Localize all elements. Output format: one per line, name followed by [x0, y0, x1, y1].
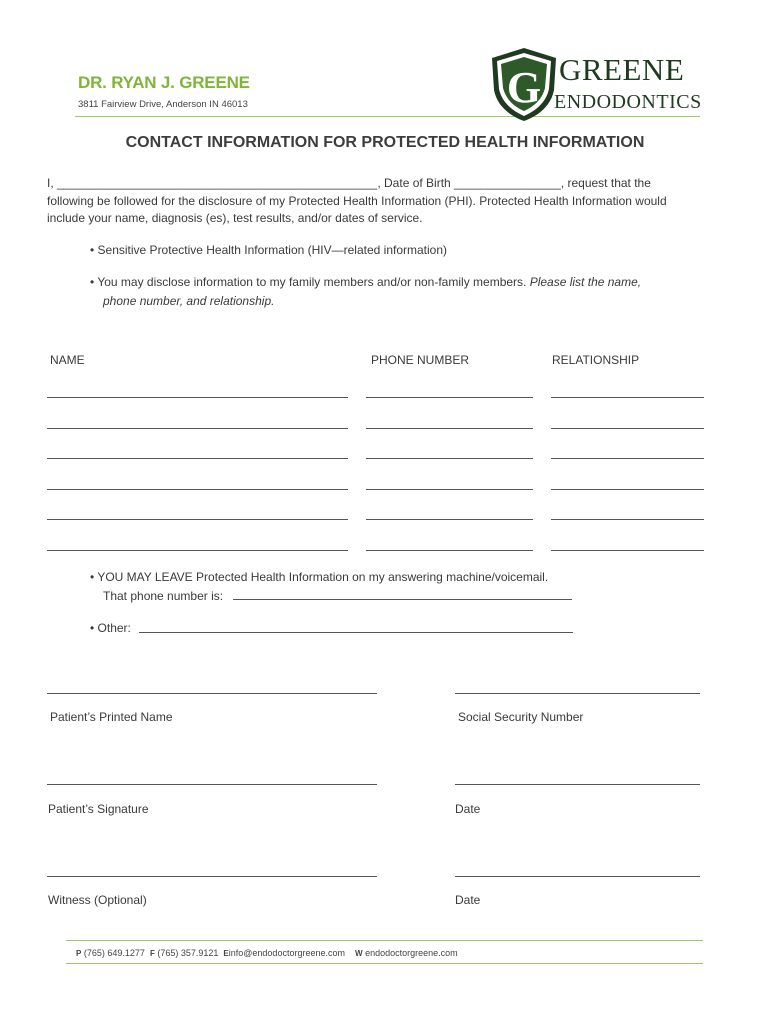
column-header-phone: PHONE NUMBER [371, 353, 470, 367]
bullet-disclose-instruction-2: phone number, and relationship. [103, 294, 275, 308]
printed-name-field[interactable] [47, 693, 377, 694]
witness-date-label: Date [455, 893, 481, 907]
ssn-label: Social Security Number [458, 710, 584, 724]
witness-label: Witness (Optional) [48, 893, 147, 907]
phone-label: P [76, 949, 82, 958]
logo-subtitle: ENDODONTICS [554, 91, 702, 113]
table-relationship-field[interactable] [551, 550, 704, 551]
footer-email[interactable]: info@endodoctorgreene.com [228, 948, 345, 958]
signature-date-field[interactable] [455, 784, 700, 785]
ssn-field[interactable] [455, 693, 700, 694]
signature-label: Patient’s Signature [48, 802, 149, 816]
printed-name-label: Patient’s Printed Name [50, 710, 173, 724]
footer-contact [76, 948, 458, 958]
bullet-disclose-family [90, 273, 641, 291]
doctor-name: DR. RYAN J. GREENE [78, 73, 250, 92]
table-name-field[interactable] [47, 550, 348, 551]
table-relationship-field[interactable] [551, 428, 704, 429]
email-label: E [223, 949, 229, 958]
bullet-disclose-instruction: Please list the name, [529, 275, 642, 289]
practice-address: 3811 Fairview Drive, Anderson IN 46013 [78, 99, 248, 110]
footer-divider-top [66, 940, 703, 941]
shield-logo-icon [488, 46, 560, 122]
table-relationship-field[interactable] [551, 397, 704, 398]
web-label: W [355, 949, 363, 958]
intro-paragraph [47, 175, 712, 228]
signature-field[interactable] [47, 784, 377, 785]
witness-date-field[interactable] [455, 876, 700, 877]
table-phone-field[interactable] [366, 489, 533, 490]
table-relationship-field[interactable] [551, 458, 704, 459]
footer-phone: (765) 649.1277 [83, 948, 145, 958]
other-field[interactable] [139, 632, 573, 633]
table-phone-field[interactable] [366, 428, 533, 429]
logo-wordmark: GREENE [559, 52, 685, 87]
intro-line-2: following be followed for the disclosure of my Protected Health Information (PHI). Protected Health Information would [47, 193, 667, 208]
table-phone-field[interactable] [366, 458, 533, 459]
bullet-disclose-text: • You may disclose information to my family members and/or non-family members. [90, 275, 530, 289]
table-name-field[interactable] [47, 397, 348, 398]
footer-fax: (765) 357.9121 [157, 948, 219, 958]
voicemail-phone-label: That phone number is: [103, 589, 224, 603]
table-name-field[interactable] [47, 458, 348, 459]
column-header-relationship: RELATIONSHIP [552, 353, 640, 367]
bullet-sensitive-info: • Sensitive Protective Health Information (HIV—related information) [90, 243, 448, 257]
witness-field[interactable] [47, 876, 377, 877]
bullet-voicemail: • YOU MAY LEAVE Protected Health Information on my answering machine/voicemail. [90, 570, 549, 584]
table-relationship-field[interactable] [551, 519, 704, 520]
table-phone-field[interactable] [366, 550, 533, 551]
page-title: CONTACT INFORMATION FOR PROTECTED HEALTH INFORMATION [125, 134, 645, 151]
table-name-field[interactable] [47, 519, 348, 520]
footer-divider-bottom [66, 963, 703, 964]
table-name-field[interactable] [47, 428, 348, 429]
logo-letter: G [506, 63, 542, 112]
table-relationship-field[interactable] [551, 489, 704, 490]
bullet-other: • Other: [90, 621, 131, 635]
table-phone-field[interactable] [366, 397, 533, 398]
greene-endodontics-logo [488, 46, 703, 122]
intro-line-1: I, ________________________________________________, Date of Birth ________________, request that the [47, 176, 651, 190]
signature-date-label: Date [455, 802, 481, 816]
table-phone-field[interactable] [366, 519, 533, 520]
table-name-field[interactable] [47, 489, 348, 490]
footer-website[interactable]: endodoctorgreene.com [365, 948, 458, 958]
fax-label: F [149, 949, 155, 958]
column-header-name: NAME [50, 353, 85, 367]
intro-line-3: include your name, diagnosis (es), test results, and/or dates of service. [47, 211, 423, 225]
voicemail-phone-field[interactable] [233, 599, 572, 600]
